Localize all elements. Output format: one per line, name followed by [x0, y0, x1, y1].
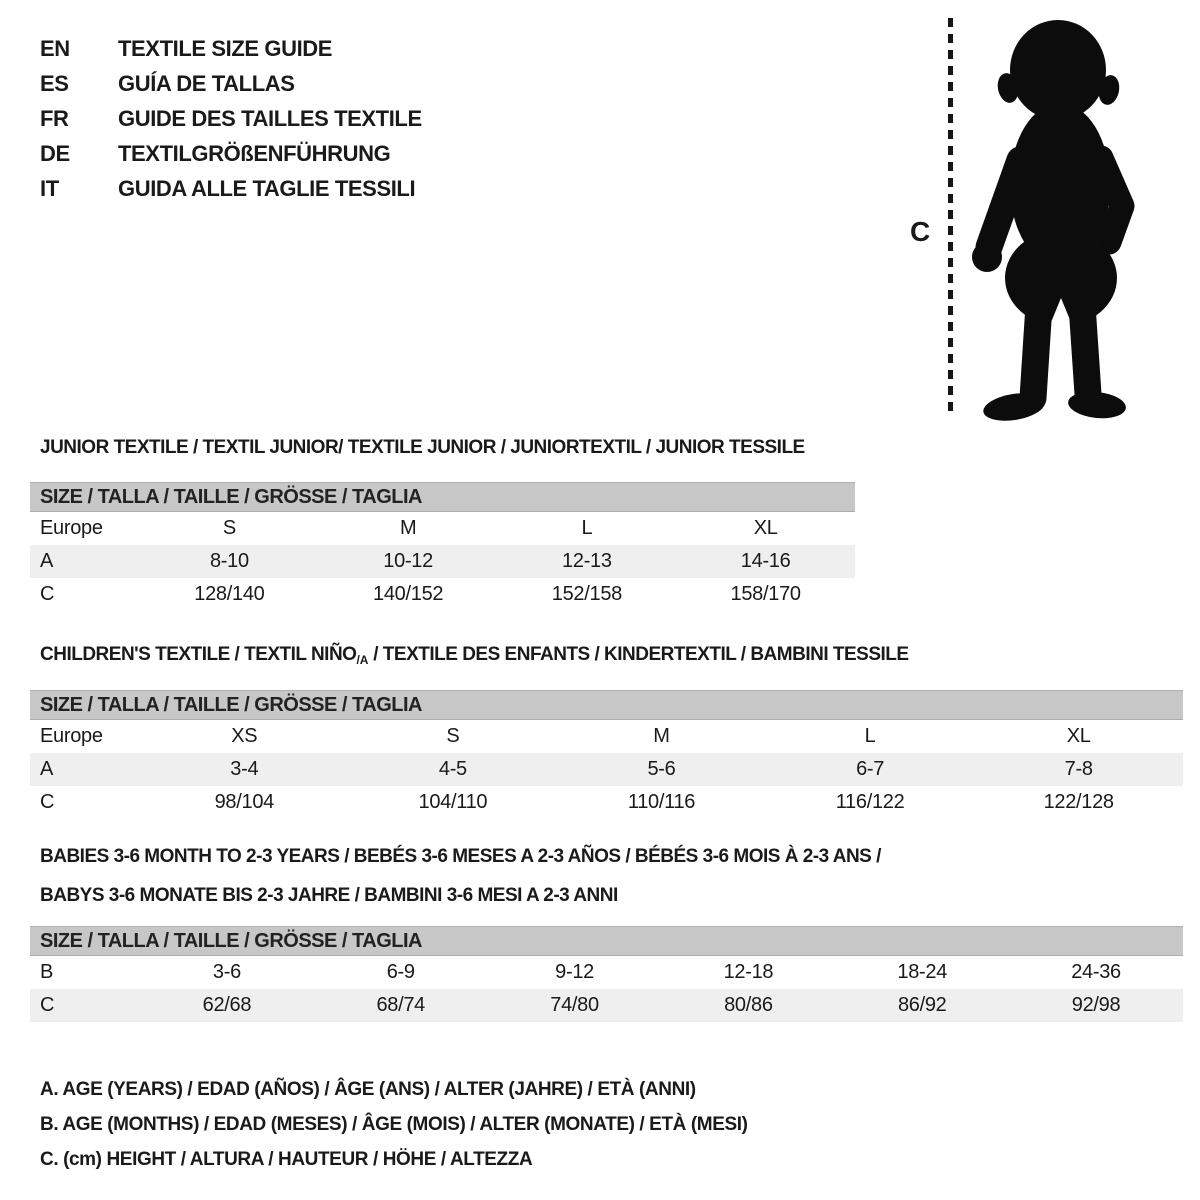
table-row — [30, 512, 855, 545]
table-cell: 14-16 — [740, 550, 791, 572]
language-label: TEXTILGRÖßENFÜHRUNG — [118, 140, 391, 166]
section-title — [40, 840, 1183, 879]
table-cell: 7-8 — [1064, 758, 1093, 780]
table-cell: 140/152 — [373, 583, 444, 605]
table-cell: 8-10 — [209, 550, 249, 572]
row-label: A — [40, 758, 54, 780]
table-cell: XL — [753, 517, 778, 539]
table-cell: 68/74 — [376, 994, 426, 1016]
table-cell: 158/170 — [730, 583, 801, 605]
row-label: C — [40, 994, 55, 1016]
table-cell: 3-4 — [230, 758, 259, 780]
table-cell: XL — [1066, 725, 1091, 747]
language-code: IT — [40, 175, 59, 201]
table-cell: 110/116 — [627, 791, 696, 813]
table-row — [30, 956, 1183, 989]
table-cell: 128/140 — [194, 583, 265, 605]
section-title-text: / TEXTILE DES ENFANTS / KINDERTEXTIL / BAMBINI TESSILE — [368, 644, 909, 665]
table-cell: 98/104 — [214, 791, 274, 813]
table-rows — [30, 512, 855, 611]
table-cell: 62/68 — [202, 994, 252, 1016]
table-row — [30, 786, 1183, 819]
table-cell: 5-6 — [647, 758, 676, 780]
section-childrens-textile — [30, 643, 1183, 813]
table-cell: 12-13 — [562, 550, 612, 572]
row-label: Europe — [40, 517, 103, 539]
section-title-text: BABIES 3-6 MONTH TO 2-3 YEARS / BEBÉS 3-6 MESES A 2-3 AÑOS / BÉBÉS 3-6 MOIS À 2-3 ANS / — [40, 846, 881, 867]
section-junior-textile — [30, 436, 1183, 605]
language-row — [40, 66, 422, 101]
table-cell: 4-5 — [438, 758, 467, 780]
footnote-line: A. AGE (YEARS) / EDAD (AÑOS) / ÂGE (ANS) / ALTER (JAHRE) / ETÀ (ANNI) — [40, 1079, 696, 1100]
size-table-children — [30, 690, 1183, 819]
language-row — [40, 171, 422, 206]
baby-silhouette-icon — [958, 10, 1158, 425]
table-cell: XS — [231, 725, 258, 747]
section-title — [40, 436, 1183, 465]
footnote-line: C. (cm) HEIGHT / ALTURA / HAUTEUR / HÖHE / ALTEZZA — [40, 1149, 533, 1170]
size-header-bar: SIZE / TALLA / TAILLE / GRÖSSE / TAGLIA — [30, 482, 855, 512]
language-code: DE — [40, 140, 70, 166]
size-table-babies — [30, 926, 1183, 1022]
table-row — [30, 720, 1183, 753]
table-cell: L — [864, 725, 876, 747]
table-cell: M — [653, 725, 670, 747]
table-cell: 24-36 — [1071, 961, 1121, 983]
section-title-line2: BABYS 3-6 MONATE BIS 2-3 JAHRE / BAMBINI 3-6 MESI A 2-3 ANNI — [40, 885, 618, 906]
table-cell: 18-24 — [897, 961, 948, 983]
language-label: TEXTILE SIZE GUIDE — [118, 35, 333, 61]
language-row — [40, 101, 422, 136]
table-cell: 12-18 — [723, 961, 774, 983]
section-title-text: CHILDREN'S TEXTILE / TEXTIL NIÑO — [40, 644, 357, 665]
table-cell: 3-6 — [212, 961, 241, 983]
table-row — [30, 578, 855, 611]
section-babies-textile — [30, 840, 1183, 1016]
table-cell: 80/86 — [724, 994, 773, 1016]
table-cell: 6-7 — [856, 758, 885, 780]
table-rows — [30, 956, 1183, 1022]
table-cell: 152/158 — [551, 583, 622, 605]
table-cell: 10-12 — [383, 550, 433, 572]
table-cell: 122/128 — [1043, 791, 1114, 813]
table-cell: L — [581, 517, 593, 539]
section-title-text: JUNIOR TEXTILE / TEXTIL JUNIOR/ TEXTILE JUNIOR / JUNIORTEXTIL / JUNIOR TESSILE — [40, 437, 805, 458]
section-title-subscript: /A — [356, 653, 369, 667]
table-cell: 86/92 — [897, 994, 947, 1016]
row-label: C — [40, 791, 55, 813]
row-label: A — [40, 550, 54, 572]
size-header-bar: SIZE / TALLA / TAILLE / GRÖSSE / TAGLIA — [30, 926, 1183, 956]
footnote-line: B. AGE (MONTHS) / EDAD (MESES) / ÂGE (MOIS) / ALTER (MONATE) / ETÀ (MESI) — [40, 1114, 748, 1135]
table-row — [30, 989, 1183, 1022]
footnotes — [40, 1072, 748, 1177]
table-cell: 9-12 — [555, 961, 594, 983]
size-header-bar: SIZE / TALLA / TAILLE / GRÖSSE / TAGLIA — [30, 690, 1183, 720]
language-row — [40, 31, 422, 66]
table-cell: 92/98 — [1071, 994, 1121, 1016]
section-title — [40, 643, 1183, 672]
size-table-junior — [30, 482, 855, 611]
table-cell: 74/80 — [550, 994, 599, 1016]
language-label: GUIDE DES TAILLES TEXTILE — [118, 105, 422, 131]
table-cell: S — [446, 725, 460, 747]
language-row — [40, 136, 422, 171]
row-label: B — [40, 961, 54, 983]
table-row — [30, 545, 855, 578]
table-cell: 6-9 — [386, 961, 415, 983]
row-label: Europe — [40, 725, 103, 747]
figure-measure-label: C — [910, 216, 931, 247]
language-code: ES — [40, 70, 69, 96]
language-code: FR — [40, 105, 69, 131]
table-cell: M — [399, 517, 417, 539]
language-code: EN — [40, 35, 70, 61]
row-label: C — [40, 583, 55, 605]
table-cell: 104/110 — [418, 791, 488, 813]
table-cell: S — [222, 517, 236, 539]
table-rows — [30, 720, 1183, 819]
language-header — [40, 31, 422, 206]
language-label: GUÍA DE TALLAS — [118, 70, 295, 96]
table-row — [30, 753, 1183, 786]
table-cell: 116/122 — [835, 791, 905, 813]
language-label: GUIDA ALLE TAGLIE TESSILI — [118, 175, 416, 201]
height-dashed-line — [948, 18, 953, 414]
